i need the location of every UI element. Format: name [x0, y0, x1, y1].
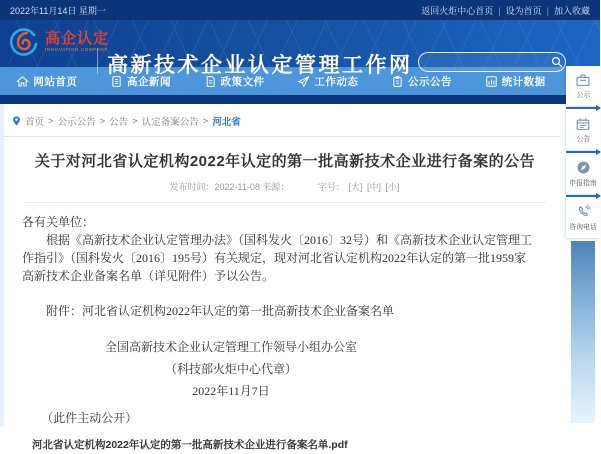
disclosure-note: （此件主动公开） — [41, 411, 138, 425]
breadcrumb-separator: > — [99, 115, 106, 127]
current-date: 2022年11月14日 星期一 — [10, 5, 106, 16]
logo-title: 高企认定 — [45, 30, 110, 47]
rail-arrow-divider — [566, 107, 600, 109]
home-icon — [16, 75, 29, 88]
rail-item-guide[interactable]: 申报指南 — [566, 154, 600, 194]
rail-item-phone[interactable]: 咨询电话 — [566, 198, 600, 238]
breadcrumb-filing-notice[interactable]: 认定备案公告 — [141, 117, 199, 128]
search-input[interactable] — [427, 54, 548, 70]
logo-swirl-icon — [8, 26, 40, 58]
site-header — [0, 20, 600, 77]
publish-info: 发布时间：2022-11-08 来源： — [169, 182, 290, 192]
main-content — [0, 104, 566, 451]
nav-item-updates[interactable]: 工作动态 — [281, 67, 375, 95]
site-title: 高新技术企业认定管理工作网 — [107, 54, 413, 77]
salutation: 各有关单位： — [22, 215, 95, 229]
attachment-pdf-link[interactable]: 河北省认定机构2022年认定的第一批高新技术企业进行备案名单.pdf — [32, 439, 348, 451]
article-body — [4, 203, 566, 454]
compass-icon — [576, 160, 591, 175]
sign-date: 2022年11月7日 — [192, 384, 270, 398]
nav-bottom-band — [0, 95, 600, 104]
breadcrumb-separator: > — [132, 115, 138, 127]
search-icon[interactable] — [548, 53, 565, 71]
fontsize-small-button[interactable]: [小] — [385, 182, 400, 192]
add-favorite-link[interactable]: 加入收藏 — [553, 5, 590, 16]
nav-item-news[interactable]: 高企新闻 — [94, 67, 188, 95]
nav-item-home[interactable]: 网站首页 — [0, 67, 94, 95]
breadcrumb-separator: > — [48, 115, 54, 127]
nav-item-statistics[interactable]: 统计数据 — [468, 67, 562, 95]
topbar-separator: | — [498, 5, 501, 16]
article-meta — [24, 180, 546, 203]
topbar-separator: | — [546, 5, 549, 16]
breadcrumb-current-hebei: 河北省 — [212, 117, 241, 128]
set-homepage-link[interactable]: 设为首页 — [505, 5, 542, 16]
header-divider — [97, 48, 98, 74]
phone-icon — [576, 204, 591, 219]
site-search — [418, 52, 566, 72]
breadcrumb-announcements[interactable]: 公示公告 — [57, 117, 96, 128]
topbar-links — [421, 4, 590, 17]
breadcrumb-home[interactable]: 首页 — [25, 117, 45, 128]
fontsize-medium-button[interactable]: [中] — [366, 182, 381, 192]
briefcase-icon — [575, 73, 591, 87]
article-title: 关于对河北省认定机构2022年认定的第一批高新技术企业进行备案的公告 — [34, 153, 536, 170]
signer-name: 全国高新技术企业认定管理工作领导小组办公室 — [104, 340, 357, 354]
rail-item-publicity[interactable]: 公示 — [566, 66, 600, 106]
fontsize-large-button[interactable]: [大] — [348, 182, 363, 192]
article-paragraph: 根据《高新技术企业认定管理办法》（国科发火〔2016〕32号）和《高新技术企业认定管理工作指引》（国科发火〔2016〕195号）有关规定，现对河北省认定机构2022年认定的第一批1959家高新技术企业备案名单（详见附件）予以公告。 — [22, 233, 533, 283]
chart-icon — [485, 75, 498, 88]
rail-gradient-strip — [571, 241, 595, 423]
breadcrumb — [4, 104, 560, 137]
rail-arrow-divider — [566, 151, 600, 153]
attachment-line: 附件：河北省认定机构2022年认定的第一批高新技术企业备案名单 — [46, 304, 395, 318]
nav-item-policy[interactable]: 政策文件 — [187, 67, 281, 95]
top-utility-bar — [0, 0, 600, 20]
calendar-icon — [575, 117, 591, 131]
nav-item-announcements[interactable]: 公示公告 — [375, 67, 469, 95]
breadcrumb-separator: > — [202, 115, 209, 127]
signature-block — [22, 336, 532, 402]
site-logo[interactable] — [8, 26, 109, 58]
fontsize-label: 字号： — [317, 182, 345, 192]
logo-text — [45, 31, 109, 53]
signer-note: （科技部火炬中心代章） — [164, 362, 297, 376]
side-rail — [566, 66, 600, 427]
breadcrumb-notice[interactable]: 公告 — [109, 117, 129, 128]
location-pin-icon — [12, 115, 21, 127]
back-to-torch-home-link[interactable]: 返回火炬中心首页 — [421, 5, 494, 16]
logo-subtitle: INNOVATION COMPANY — [45, 47, 108, 52]
rail-item-notice[interactable]: 公告 — [566, 110, 600, 150]
rail-arrow-divider — [566, 195, 600, 197]
